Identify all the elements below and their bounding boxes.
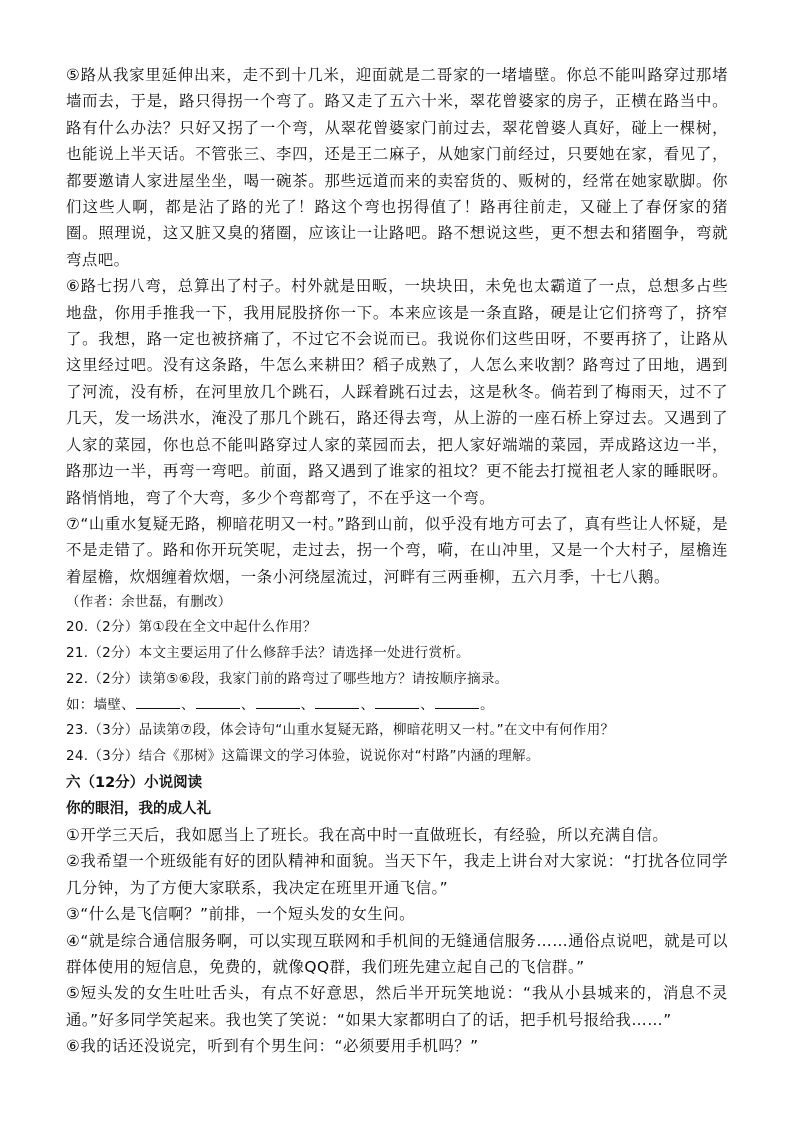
story-paragraph-5: ⑤短头发的女生吐吐舌头，有点不好意思，然后半开玩笑地说：“我从小县城来的，消息不灵通。”好多同学笑起来。我也笑了笑说：“如果大家都明白了的话，把手机号报给我……”: [66, 984, 728, 1029]
exam-page: [66, 62, 728, 1060]
story-paragraph-3: ③“什么是飞信啊？”前排，一个短头发的女生问。: [66, 905, 416, 924]
q22-example-prefix: 如：墙壁、: [66, 696, 135, 713]
story-title: 你的眼泪，我的成人礼: [66, 800, 211, 817]
answer-blank[interactable]: [435, 696, 479, 709]
question-23: 23.（3分）品读第⑦段，体会诗句“山重水复疑无路，柳暗花明又一村。”在文中有何作用？: [66, 722, 615, 739]
story-paragraph-4: ④“就是综合通信服务啊，可以实现互联网和手机间的无缝通信服务……通俗点说吧，就是可以群体使用的短信息，免费的，就像QQ群，我们班先建立起自己的飞信群。”: [66, 931, 728, 976]
blank-end: 。: [480, 696, 494, 713]
story-paragraph-2: ②我希望一个班级能有好的团队精神和面貌。当天下午，我走上讲台对大家说：“打扰各位同学几分钟，为了方便大家联系，我决定在班里开通飞信。”: [66, 852, 728, 897]
question-21: 21.（2分）本文主要运用了什么修辞手法？请选择一处进行赏析。: [66, 644, 470, 661]
blank-separator: 、: [181, 696, 195, 713]
story-paragraph-6: ⑥我的话还没说完，听到有个男生问：“必须要用手机吗？”: [66, 1037, 479, 1056]
essay-paragraph-7: ⑦“山重水复疑无路，柳暗花明又一村。”路到山前，似乎没有地方可去了，真有些让人怀疑，是不是走错了。路和你开玩笑呢，走过去，拐一个弯，嗬，在山冲里，又是一个大村子，屋檐连着屋檐，炊烟缠着炊烟，一条小河绕屋流过，河畔有三两垂柳，五六月季，十七八鹅。: [66, 514, 728, 586]
blank-separator: 、: [300, 696, 315, 713]
question-24: 24.（3分）结合《那树》这篇课文的学习体验，说说你对“村路”内涵的理解。: [66, 748, 540, 765]
story-paragraph-1: ①开学三天后，我如愿当上了班长。我在高中时一直做班长，有经验，所以充满自信。: [66, 825, 669, 844]
essay-paragraph-5: ⑤路从我家里延伸出来，走不到十几米，迎面就是二哥家的一堵墙壁。你总不能叫路穿过那堵墙而去，于是，路只得拐一个弯了。路又走了五六十米，翠花曾婆家的房子，正横在路当中。路有什么办法？只好又拐了一个弯，从翠花曾婆家门前过去，翠花曾婆人真好，碰上一棵树，也能说上半天话。不管张三、李四，还是王二麻子，从她家门前经过，只要她在家，看见了，都要邀请人家进屋坐坐，喝一碗茶。那些远道而来的卖窑货的、贩树的，经常在她家歇脚。你们这些人啊，都是沾了路的光了！路这个弯也拐得值了！路再往前走，又碰上了春伢家的猪圈。照理说，这又脏又臭的猪圈，应该让一让路吧。路不想说这些，更不想去和猪圈争，弯就弯点吧。: [66, 66, 728, 269]
section-heading: 六（12分）小说阅读: [66, 774, 203, 791]
blank-separator: 、: [240, 696, 255, 713]
answer-blank[interactable]: [136, 696, 180, 709]
answer-blank[interactable]: [375, 696, 419, 709]
question-22-answer-line: [66, 693, 728, 719]
essay-paragraph-6: ⑥路七拐八弯，总算出了村子。村外就是田畈，一块块田，未免也太霸道了一点，总想多占些地盘，你用手推我一下，我用屁股挤你一下。本来应该是一条直路，硬是让它们挤弯了，挤窄了。我想，路一定也被挤痛了，不过它不会说而已。我说你们这些田呀，不要再挤了，让路从这里经过吧。没有这条路，牛怎么来耕田？稻子成熟了，人怎么来收割？路弯过了田地，遇到了河流，没有桥，在河里放几个跳石，人踩着跳石过去，这是秋冬。倘若到了梅雨天，过不了几天，发一场洪水，淹没了那几个跳石，路还得去弯，从上游的一座石桥上穿过去。又遇到了人家的菜园，你也总不能叫路穿过人家的菜园而去，把人家好端端的菜园，弄成路这边一半，路那边一半，再弯一弯吧。前面，路又遇到了谁家的祖坟？更不能去打搅祖老人家的睡眠呀。路悄悄地，弯了个大弯，多少个弯都弯了，不在乎这一个弯。: [66, 277, 728, 507]
answer-blank[interactable]: [196, 696, 240, 709]
author-note: （作者：余世磊，有删改）: [66, 594, 232, 611]
answer-blank[interactable]: [256, 696, 300, 709]
blank-separator: 、: [420, 696, 435, 713]
blank-separator: 、: [360, 696, 375, 713]
question-20: 20.（2分）第①段在全文中起什么作用？: [66, 619, 317, 636]
question-22: 22.（2分）读第⑤⑥段，我家门前的路弯过了哪些地方？请按顺序摘录。: [66, 670, 509, 687]
answer-blank[interactable]: [315, 696, 359, 709]
